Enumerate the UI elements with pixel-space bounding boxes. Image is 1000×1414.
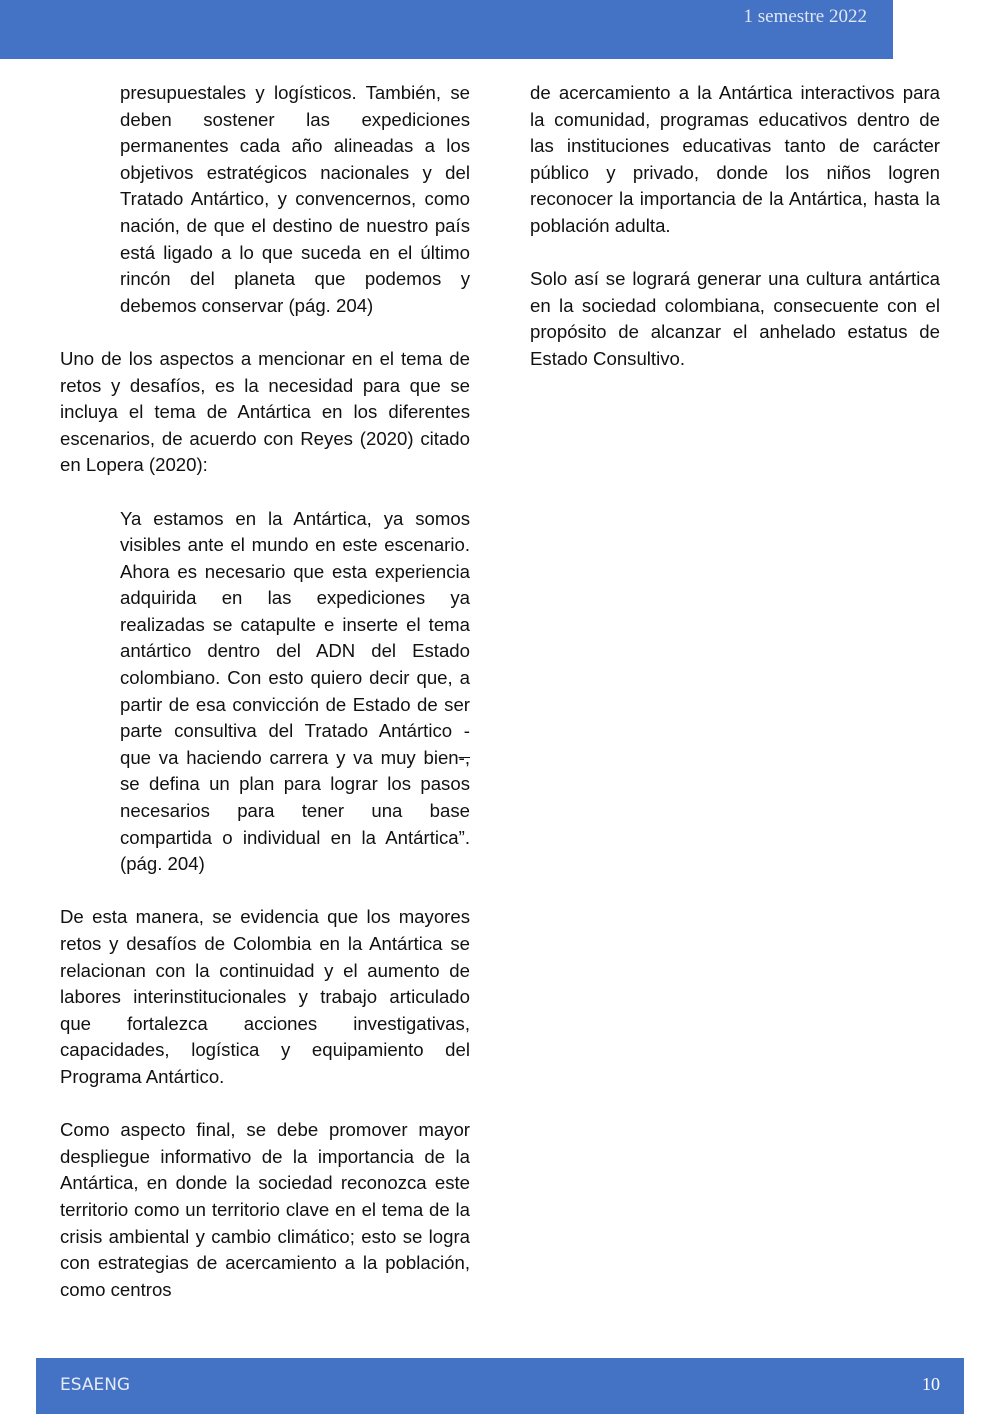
paragraph-cultura: Solo así se logrará generar una cultura antártica en la sociedad colombiana, consecuente con el propósito de alcanzar el anhelado estatus de Estado Consultivo. xyxy=(530,268,940,369)
left-column xyxy=(60,80,470,1330)
paragraph-acercamiento: de acercamiento a la Antártica interactivos para la comunidad, programas educativos dentro de las instituciones educativas tanto de carácter público y privado, donde los niños logren reconocer la importancia de la Antártica, hasta la población adulta. xyxy=(530,82,940,236)
paragraph-aspecto-final: Como aspecto final, se debe promover mayor despliegue informativo de la importancia de la Antártica, en donde la sociedad reconozca este territorio como un territorio clave en el tema de la crisis ambiental y cambio climático; esto se logra con estrategias de acercamiento a la población, como centros xyxy=(60,1119,470,1300)
page-header xyxy=(0,0,893,59)
quote-2-text-b: se defina un plan para lograr los pasos necesarios para tener una base compartida o individual en la Antártica”. (pág. 204) xyxy=(120,773,470,875)
semester-label: 1 semestre 2022 xyxy=(743,6,867,27)
quote-2-strikethrough: -, xyxy=(458,746,470,768)
quote-2-text-a: Ya estamos en la Antártica, ya somos visibles ante el mundo en este escenario. Ahora es necesario que esta experiencia adquirida en las expediciones ya realizadas se catapulte e inserte el tema antártico dentro del ADN del Estado colombiano. Con esto quiero decir que, a partir de esa convicción de Estado de ser parte consultiva del Tratado Antártico - que va haciendo carrera y va muy bien xyxy=(120,507,470,768)
paragraph-retos: Uno de los aspectos a mencionar en el tema de retos y desafíos, es la necesidad para que se incluya el tema de Antártica en los diferentes escenarios, de acuerdo con Reyes (2020) citado en Lopera (2020): xyxy=(60,347,470,476)
footer-org: ESAENG xyxy=(60,1375,131,1395)
page-footer xyxy=(36,1358,964,1414)
right-column xyxy=(530,80,940,399)
paragraph-manera: De esta manera, se evidencia que los mayores retos y desafíos de Colombia en la Antártica se relacionan con la continuidad y el aumento de labores interinstitucionales y trabajo articulado que fortalezca acciones investigativas, capacidades, logística y equipamiento del Programa Antártico. xyxy=(60,906,470,1087)
block-quote-1: presupuestales y logísticos. También, se deben sostener las expediciones permanentes cada año alineadas a los objetivos estratégicos nacionales y del Tratado Antártico, y convencernos, como nación, de que el destino de nuestro país está ligado a lo que suceda en el último rincón del planeta que podemos y debemos conservar (pág. 204) xyxy=(120,82,470,316)
page-number: 10 xyxy=(922,1374,940,1394)
block-quote-2 xyxy=(120,506,470,878)
